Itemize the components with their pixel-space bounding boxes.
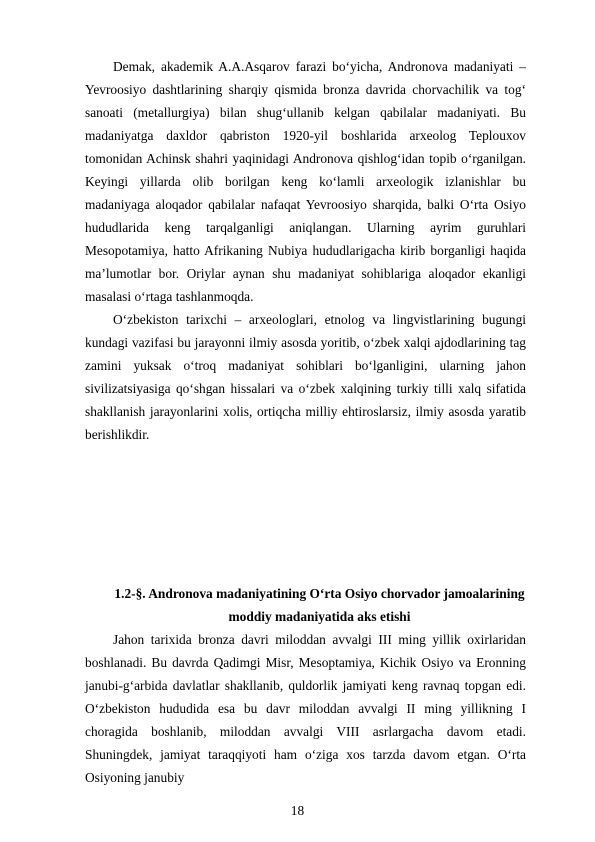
section-heading-line-1: 1.2-§. Andronova madaniyatining O‘rta Osiyo chorvador jamoalarining bbox=[114, 586, 525, 601]
paragraph-andronova-definition: Demak, akademik A.A.Asqarov farazi bo‘yicha, Andronova madaniyati – Yevroosiyo dashtlarining sharqiy qismida bronza davrida chorvachilik va tog‘ sanoati (metallurgiya) bilan shug‘ullanib kelgan qabilalar madaniyati. Bu madaniyatga daxldor qabriston 1920-yil boshlarida arxeolog Teplouxov tomonidan Achinsk shahri yaqinidagi Andronova qishlog‘idan topib o‘rganilgan. Keyingi yillarda olib borilgan keng ko‘lamli arxeologik izlanishlar bu madaniyaga aloqador qabilalar nafaqat Yevroosiyo sharqida, balki O‘rta Osiyo hududlarida keng tarqalganligi aniqlangan. Ularning ayrim guruhlari Mesopotamiya, hatto Afrikaning Nubiya hududlarigacha kirib borganligi haqida ma’lumotlar bor. Oriylar aynan shu madaniyat sohiblariga aloqador ekanligi masalasi o‘rtaga tashlanmoqda. bbox=[85, 59, 526, 304]
page-number: 18 bbox=[290, 803, 305, 818]
section-heading-line-2: moddiy madaniyatida aks etishi bbox=[228, 609, 411, 624]
body-text-top bbox=[85, 55, 526, 446]
paragraph-uzbek-researchers-task: O‘zbekiston tarixchi – arxeologlari, etnolog va lingvistlarining bugungi kundagi vazifasi bu jarayonni ilmiy asosda yoritib, o‘zbek xalqi ajdodlarining tag zamini yuksak o‘troq madaniyat sohiblari bo‘lganligini, ularning jahon sivilizatsiyasiga qo‘shgan hissalari va o‘zbek xalqining turkiy tilli xalq sifatida shakllanish jarayonlarini xolis, ortiqcha milliy ehtiroslarsiz, ilmiy asosda yaratib berishlikdir. bbox=[85, 312, 526, 442]
paragraph-bronze-age: Jahon tarixida bronza davri miloddan avvalgi III ming yillik oxirlaridan boshlanadi. Bu davrda Qadimgi Misr, Mesoptamiya, Kichik Osiyo va Eronning janubi-g‘arbida davlatlar shakllanib, quldorlik jamiyati keng ravnaq topgan edi. O‘zbekiston hududida esa bu davr miloddan avvalgi II ming yillikning I choragida boshlanib, miloddan avvalgi VIII asrlargacha davom etadi. Shuningdek, jamiyat taraqqiyoti ham o‘ziga xos tarzda davom etgan. O‘rta Osiyoning janubiy bbox=[85, 632, 526, 785]
section-1-2 bbox=[85, 582, 526, 789]
